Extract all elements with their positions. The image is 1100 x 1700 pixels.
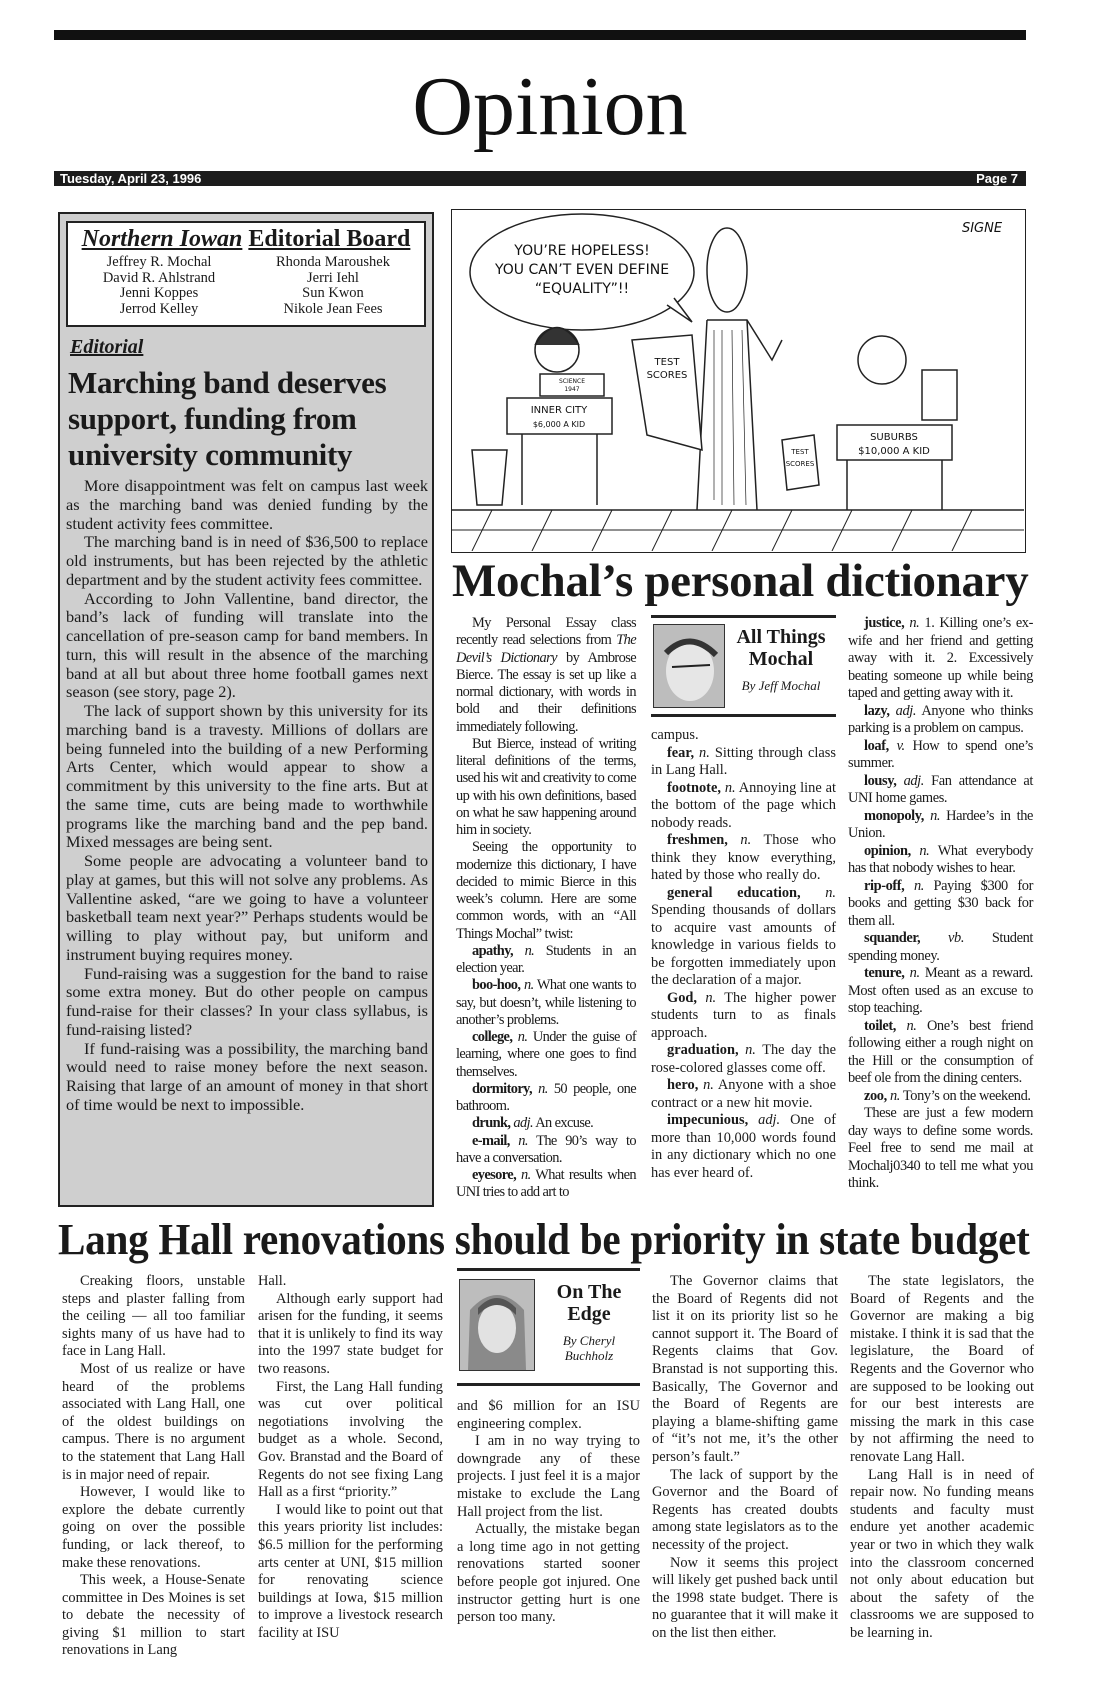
entry-definition: Annoying line at the bottom of the page which nobody reads. — [651, 779, 836, 831]
issue-date: Tuesday, April 23, 1996 — [60, 171, 202, 186]
entry-definition: What everybody has that nobody wishes to hear. — [848, 842, 1034, 876]
paragraph-text: These are just a few modern day ways to define some words. Feel free to send me mail at Mochalj0340 to tell me what you think. — [848, 1105, 1033, 1191]
dictionary-entry — [848, 773, 1033, 808]
entry-definition: Meant as a reward. Most often used as an excuse to stop teaching. — [848, 965, 1034, 1016]
article-paragraph — [62, 1572, 245, 1660]
paragraph-text: First, the Lang Hall funding was cut over political negotiations involving the budget as a whole. Second, Gov. Branstad and the Board of Regents do not see fixing Lang Hall as a first “priority.” — [258, 1378, 443, 1501]
paragraph-text: I am in no way trying to downgrade any of these projects. I just feel it is a major mistake to exclude the Lang Hall project from the list. — [457, 1433, 640, 1520]
entry-definition: 50 people, one bathroom. — [456, 1080, 637, 1114]
author-photo — [653, 624, 725, 708]
article-paragraph — [62, 1484, 245, 1572]
author-portrait-icon — [460, 1280, 534, 1370]
cartoon-paper-label: TEST — [654, 357, 680, 368]
entry-definition: 1. Killing one’s ex-wife and her friend and getting away with it. 2. Excessively beating someone up while being taped and getting away with it. — [848, 615, 1033, 701]
dictionary-entry — [651, 885, 836, 990]
dictionary-entry — [848, 965, 1033, 1018]
dictionary-entry — [456, 977, 636, 1029]
editorial-paragraph: Some people are advocating a volunteer band to play at games, but this will not solve any problems. As Vallentine asked, “are we going to have a volunteer basketball team next year?” Perhaps students would be willing to play without pay, but uniform and instrument buying requires money. — [66, 851, 428, 964]
cartoon-book-label: SCIENCE — [558, 378, 586, 385]
entry-term: fear, — [667, 744, 695, 761]
entry-term: boo-hoo, — [472, 977, 521, 994]
entry-definition: Anyone with a shoe contract or a new hit movie. — [651, 1077, 836, 1111]
entry-part-of-speech: n. — [521, 1167, 531, 1183]
section-title: Opinion — [412, 60, 688, 153]
editorial-paragraph: If fund-raising was a possibility, the marching band would need to raise money before the next season. Raising that large of an amount of money in that short of time would be next to impossible. — [66, 1038, 428, 1114]
cartoon-drawing — [452, 210, 1024, 551]
column-byline: By Cheryl Buchholz — [562, 1333, 616, 1363]
dictionary-entry — [456, 1133, 636, 1168]
column-byline: By Jeff Mochal — [741, 678, 821, 693]
lang-hall-column-4 — [652, 1273, 838, 1642]
editorial-paragraph: According to John Vallentine, band director, the band’s lack of funding will translate into the cancellation of pre-season camp for band members. In turn, this will result in the absence of the marching band at all but about three home football games next season (see story, page 2). — [66, 588, 428, 702]
cartoon-right-desk-label: $10,000 A KID — [858, 446, 930, 457]
article-paragraph — [258, 1502, 443, 1643]
entry-term: toilet, — [864, 1017, 896, 1034]
article-paragraph — [652, 1467, 838, 1555]
entry-definition: How to spend one’s summer. — [848, 737, 1033, 771]
entry-term: apathy, — [472, 942, 513, 959]
article-paragraph — [456, 839, 636, 943]
entry-part-of-speech: n. — [909, 615, 920, 631]
entry-part-of-speech: adj. — [758, 1112, 781, 1128]
entry-term: monopoly, — [864, 807, 924, 824]
dictionary-entry — [651, 780, 836, 833]
dictionary-entry — [848, 930, 1033, 965]
entry-part-of-speech: v. — [896, 737, 905, 754]
entry-part-of-speech: n. — [913, 877, 924, 894]
board-label: Editorial Board — [248, 226, 411, 252]
article-paragraph — [456, 736, 636, 840]
dictionary-entry — [651, 832, 836, 885]
dictionary-column-1 — [456, 615, 636, 1202]
editorial-paragraph: The marching band is in need of $36,500 to replace old instruments, but has been rejected by the athletic department and by the student activity fees committee. — [66, 532, 428, 589]
editorial-paragraph: The lack of support shown by this university for its marching band is a travesty. Millions of dollars are being funneled into the building of a new Performing Arts Center, which would appear to show a commitment by this university to the fine arts. But at the same time, cuts are being made to worthwhile programs like the marching band and the pep band. Mixed messages are being sent. — [66, 701, 428, 852]
paragraph-text: The Governor claims that the Board of Regents did not list it on its priority list so he cannot support it. The Board of Regents claims that Gov. Branstad is not supporting this. Basically, The Governor and the Board of Regents are playing a blame-shifting game of “it’s not me, it’s the other person’s fault.” — [652, 1273, 838, 1465]
dictionary-entry — [456, 1081, 636, 1116]
book-title: The Devil’s Dictionary — [456, 632, 636, 666]
entry-term: freshmen, — [667, 832, 728, 848]
cartoon-speech-line: YOU CAN’T EVEN DEFINE — [494, 262, 670, 278]
entry-definition: The 90’s way to have a conversation. — [456, 1132, 636, 1166]
entry-part-of-speech: n. — [699, 744, 710, 761]
editorial-board-title — [82, 225, 411, 253]
entry-term: drunk, — [472, 1115, 511, 1132]
author-portrait-icon — [654, 625, 724, 707]
board-members-right — [248, 255, 418, 317]
entry-part-of-speech: n. — [889, 1087, 900, 1104]
cartoon-left-desk-label: $6,000 A KID — [532, 420, 586, 429]
entry-part-of-speech: adj. — [513, 1115, 533, 1132]
entry-definition: Students in an election year. — [456, 942, 636, 976]
article-paragraph — [457, 1433, 640, 1521]
entry-definition: Sitting through class in Lang Hall. — [651, 744, 836, 778]
paragraph-text: The lack of support by the Governor and the Board of Regents has created doubts among state legislators as to the necessity of the project. — [652, 1466, 838, 1553]
date-bar — [54, 171, 1026, 186]
editorial-paragraph: Fund-raising was a suggestion for the band to raise some extra money. But do other people on campus fund-raise for their classes? In your class syllabus, is fund-raising listed? — [66, 963, 428, 1039]
dictionary-entry — [456, 1029, 636, 1081]
paragraph-text: But Bierce, instead of writing literal definitions of the terms, used his wit and creativity to come up with his own definitions, based on what he saw happening around him in society. — [456, 735, 636, 838]
article-paragraph — [652, 1273, 838, 1467]
lang-hall-column-2 — [258, 1273, 443, 1642]
dictionary-entry — [848, 703, 1033, 738]
entry-definition: Under the guise of learning, where one goes to find themselves. — [456, 1029, 637, 1080]
entry-definition: The day the rose-colored glasses come off. — [651, 1042, 836, 1076]
board-members-left — [74, 255, 244, 317]
cartoon-speech-line: “EQUALITY”!! — [534, 281, 630, 297]
paragraph-text: Most of us realize or have heard of the problems associated with Lang Hall, one of the oldest buildings on campus. There is no argument to the statement that Lang Hall is in major need of repair. — [62, 1360, 245, 1483]
editorial-body — [66, 477, 428, 1115]
paragraph-text: However, I would like to explore the debate currently going on over the possible funding, or lack thereof, to make these renovations. — [62, 1484, 245, 1571]
cartoonist-signature: SIGNE — [961, 221, 1003, 236]
board-member: Jerrod Kelley — [119, 300, 199, 317]
cartoon-right-desk-label: SUBURBS — [870, 432, 918, 443]
article-paragraph — [457, 1398, 640, 1433]
entry-definition: One’s best friend following either a rough night on the Hill or the consumption of beef ole from the dining centers. — [848, 1017, 1034, 1086]
board-member: Jenni Koppes — [119, 285, 199, 301]
entry-term: lousy, — [864, 772, 897, 789]
entry-term: graduation, — [667, 1042, 739, 1058]
article-paragraph — [850, 1273, 1034, 1467]
entry-part-of-speech: n. — [523, 977, 534, 994]
dictionary-headline: Mochal’s personal dictionary — [452, 555, 1029, 607]
entry-term: footnote, — [667, 779, 721, 796]
entry-definition: Those who think they know everything, hated by those who really do. — [651, 832, 836, 883]
column-logo-on-the-edge — [457, 1268, 640, 1386]
board-member: Rhonda Maroushek — [276, 254, 390, 270]
paragraph-text: Actually, the mistake began a long time ago in not getting renovations started sooner before people got injured. One instructor getting hurt is one person too many. — [457, 1521, 640, 1626]
editorial-paragraph: More disappointment was felt on campus last week as the marching band was denied funding by the student activity fees committee. — [66, 476, 428, 533]
dictionary-column-3 — [848, 615, 1033, 1193]
lang-hall-column-3 — [457, 1268, 640, 1627]
editorial-board-box — [66, 221, 426, 327]
dictionary-entry — [848, 1088, 1033, 1106]
editorial-headline: Marching band deserves support, funding from university community — [68, 365, 387, 472]
entry-definition: Student spending money. — [848, 930, 1033, 964]
editorial-board-title-row — [68, 225, 424, 253]
entry-term: loaf, — [864, 737, 889, 754]
entry-definition: Anyone who thinks parking is a problem on campus. — [848, 702, 1034, 736]
dictionary-column-2 — [651, 615, 836, 1182]
paragraph-text: I would like to point out that this years priority list includes: $6.5 million for the performing arts center at UNI, $15 million for renovating science buildings at Iowa, $15 million to improve a livestock research facility at ISU — [258, 1501, 443, 1641]
entry-part-of-speech: n. — [909, 965, 920, 981]
lang-hall-headline: Lang Hall renovations should be priority in state budget — [58, 1214, 1030, 1264]
article-paragraph — [258, 1379, 443, 1502]
entry-part-of-speech: adj. — [895, 702, 917, 719]
dictionary-entry — [848, 615, 1033, 703]
article-paragraph — [457, 1521, 640, 1627]
article-paragraph — [456, 615, 636, 736]
paragraph-text: Lang Hall is in need of repair now. No funding means students and faculty must endure yet another academic year or two in which they walk into the classroom concerned not only about education but about the safety of the classrooms we are supposed to be learning in. — [850, 1466, 1034, 1641]
entry-definition: Spending thousands of dollars to acquire vast amounts of knowledge in various fields to be forgotten immediately upon the declaration of a major. — [651, 902, 836, 988]
lang-hall-column-5 — [850, 1273, 1034, 1642]
dictionary-entry — [456, 1167, 636, 1202]
entry-term: impecunious, — [667, 1112, 749, 1128]
paragraph-text: Although early support had arisen for the funding, it seems that it is unlikely to find its way into the 1997 state budget for two reasons. — [258, 1290, 443, 1377]
paragraph-text: and $6 million for an ISU engineering complex. — [457, 1398, 640, 1432]
cartoon-sign-label: SCORES — [785, 460, 815, 468]
page-number: Page 7 — [976, 171, 1018, 186]
cartoon-sign-label: TEST — [791, 448, 809, 456]
article-paragraph — [258, 1273, 443, 1291]
article-paragraph — [850, 1467, 1034, 1643]
entry-definition: Hardee’s in the Union. — [848, 807, 1033, 841]
entry-term: eyesore, — [472, 1167, 517, 1183]
dictionary-entry — [651, 745, 836, 780]
entry-part-of-speech: n. — [825, 884, 836, 901]
board-member: Jerri Iehl — [307, 269, 359, 286]
cartoon-book-label: 1947 — [564, 386, 580, 393]
entry-term: tenure, — [864, 965, 905, 981]
entry-part-of-speech: n. — [524, 942, 535, 959]
entry-part-of-speech: n. — [517, 1029, 528, 1045]
paragraph-text: Creaking floors, unstable steps and plaster falling from the ceiling — all too familiar sights many of us have had to face in Lang Hall. — [62, 1273, 245, 1360]
entry-term: hero, — [667, 1077, 699, 1093]
entry-term: dormitory, — [472, 1080, 532, 1097]
entry-definition: One of more than 10,000 words found in any dictionary which no one has ever heard of. — [651, 1112, 836, 1181]
editorial-cartoon — [451, 209, 1026, 553]
dictionary-entry — [456, 943, 636, 978]
entry-term: college, — [472, 1029, 513, 1045]
entry-term: zoo, — [864, 1087, 887, 1104]
editorial-kicker: Editorial — [70, 336, 144, 358]
paragraph-text: My Personal Essay class recently read selections from — [456, 615, 636, 649]
board-member: Nikole Jean Fees — [283, 300, 383, 317]
entry-term: opinion, — [864, 842, 911, 859]
paper-name: Northern Iowan — [81, 226, 243, 252]
entry-definition: What results when UNI tries to add art to — [456, 1167, 636, 1201]
dictionary-entry — [848, 1018, 1033, 1088]
board-members — [68, 253, 424, 317]
dictionary-entry — [651, 990, 836, 1043]
cartoon-left-desk-label: INNER CITY — [530, 405, 588, 416]
dictionary-entry — [848, 878, 1033, 931]
article-paragraph — [258, 1291, 443, 1379]
dictionary-entry — [848, 738, 1033, 773]
paragraph-text: Now it seems this project will likely get pushed back until the 1998 state budget. There is no guarantee that it will make it on the list then either. — [652, 1554, 838, 1641]
entry-part-of-speech: n. — [538, 1080, 548, 1097]
entry-part-of-speech: n. — [703, 1077, 714, 1093]
entry-part-of-speech: adj. — [903, 772, 924, 789]
entry-term: rip-off, — [864, 877, 905, 894]
paragraph-text: campus. — [651, 727, 699, 743]
dictionary-entry — [651, 1077, 836, 1112]
column-logo-all-things-mochal — [651, 615, 836, 717]
top-rule — [54, 30, 1026, 40]
paragraph-text: Hall. — [258, 1273, 287, 1289]
entry-definition: Fan attendance at UNI home games. — [848, 772, 1034, 806]
paragraph-text: Seeing the opportunity to modernize this dictionary, I have decided to mimic Bierce in this week’s column. Here are some common words, with an “All Things Mochal” twist: — [456, 839, 636, 942]
entry-part-of-speech: n. — [740, 832, 752, 848]
entry-term: squander, — [864, 930, 921, 946]
entry-part-of-speech: vb. — [948, 930, 965, 946]
entry-part-of-speech: n. — [518, 1132, 528, 1149]
paragraph-text: This week, a House-Senate committee in Des Moines is set to debate the necessity of giving $1 million to start renovations in Lang — [62, 1572, 245, 1659]
entry-part-of-speech: n. — [919, 842, 930, 859]
author-photo — [459, 1279, 535, 1371]
entry-term: e-mail, — [472, 1132, 510, 1149]
column-title: On The Edge — [556, 1281, 622, 1325]
paragraph-text: The state legislators, the Board of Regents and the Governor are making a big mistake. I think it is sad that the legislature, the Board of Regents and the Governor who are supposed to be looking out for our best interests are missing the mark in this case by not affirming the need to renovate Lang Hall. — [850, 1273, 1034, 1465]
column-title: All Things Mochal — [736, 626, 826, 670]
entry-part-of-speech: n. — [906, 1017, 917, 1034]
entry-part-of-speech: n. — [705, 989, 717, 1006]
lang-hall-column-1 — [62, 1273, 245, 1660]
entry-definition: Paying $300 for books and getting $30 back for them all. — [848, 877, 1033, 929]
entry-term: general education, — [667, 884, 801, 901]
entry-part-of-speech: n. — [724, 779, 736, 796]
cartoon-paper-label: SCORES — [646, 370, 688, 381]
entry-definition: What one wants to say, but doesn’t, while listening to another’s problems. — [456, 977, 636, 1028]
dictionary-entry — [848, 808, 1033, 843]
cartoon-speech-line: YOU’RE HOPELESS! — [514, 243, 650, 259]
board-member: Jeffrey R. Mochal — [106, 254, 212, 270]
dictionary-entry — [651, 1042, 836, 1077]
article-paragraph — [848, 1105, 1033, 1193]
entry-definition: An excuse. — [535, 1115, 594, 1132]
board-member: David R. Ahlstrand — [102, 269, 216, 286]
entry-definition: The higher power students turn to as finals approach. — [651, 989, 836, 1041]
board-member: Sun Kwon — [302, 285, 364, 301]
article-paragraph — [652, 1555, 838, 1643]
entry-part-of-speech: n. — [930, 807, 941, 824]
entry-term: lazy, — [864, 702, 890, 719]
paragraph-text: by Ambrose Bierce. The essay is set up like a normal dictionary, with words in bold and their definitions immediately following. — [456, 649, 636, 735]
article-paragraph — [62, 1361, 245, 1484]
dictionary-entry — [456, 1115, 636, 1132]
entry-definition: Tony’s on the weekend. — [902, 1087, 1031, 1104]
article-paragraph — [62, 1273, 245, 1361]
article-paragraph — [651, 727, 836, 745]
dictionary-entry — [848, 843, 1033, 878]
dictionary-entry — [651, 1112, 836, 1182]
entry-part-of-speech: n. — [745, 1042, 756, 1058]
editorial-section — [58, 212, 434, 1207]
entry-term: justice, — [864, 615, 905, 631]
entry-term: God, — [667, 989, 697, 1006]
